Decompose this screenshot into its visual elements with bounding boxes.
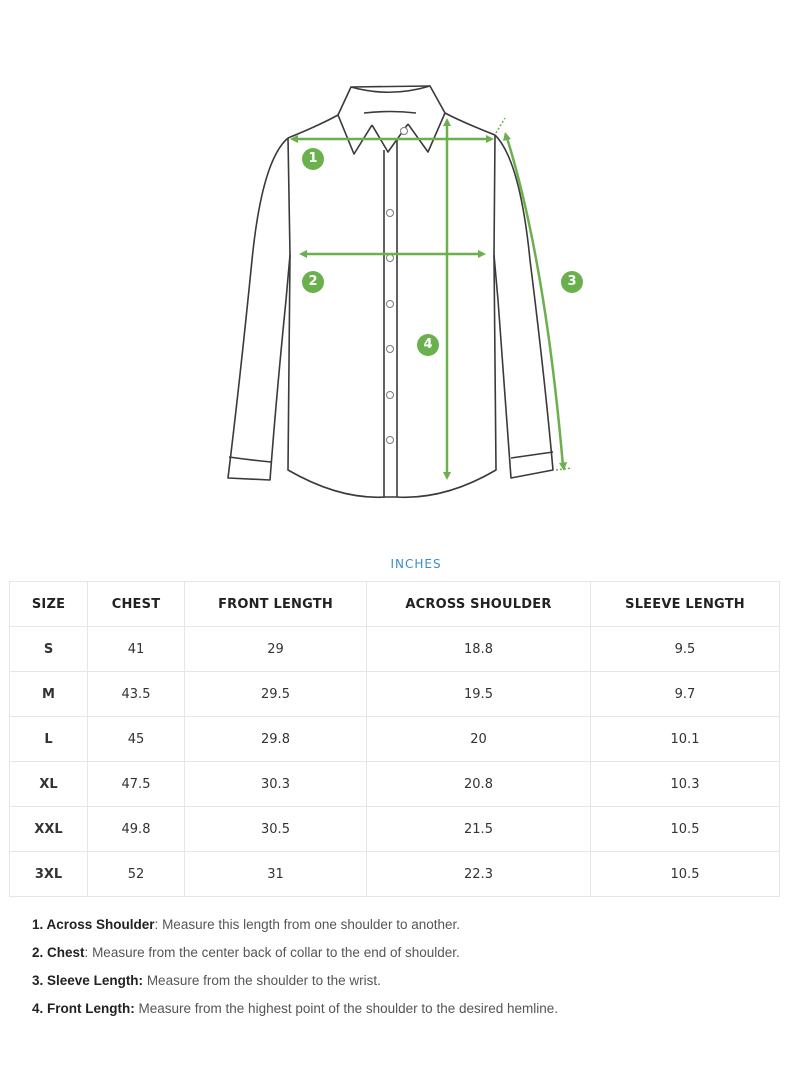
note-term: Front Length: bbox=[47, 1001, 135, 1016]
badge-1-icon: 1 bbox=[302, 148, 324, 170]
size-chart-table bbox=[9, 581, 780, 897]
sleeve-length-cell: 10.5 bbox=[591, 852, 780, 897]
table-row bbox=[10, 627, 780, 672]
size-cell: XXL bbox=[10, 807, 88, 852]
unit-label: INCHES bbox=[390, 557, 442, 571]
note-term: Across Shoulder bbox=[46, 917, 155, 932]
note-text: Measure from the center back of collar to the end of shoulder. bbox=[88, 945, 460, 960]
front-length-cell: 31 bbox=[185, 852, 367, 897]
header-size: SIZE bbox=[10, 582, 88, 627]
note-across-shoulder bbox=[32, 915, 558, 943]
note-text: Measure from the shoulder to the wrist. bbox=[143, 973, 381, 988]
badge-3-icon: 3 bbox=[561, 271, 583, 293]
note-number: 4. bbox=[32, 1001, 44, 1016]
note-front-length bbox=[32, 999, 558, 1027]
chest-cell: 52 bbox=[88, 852, 185, 897]
note-text: Measure from the highest point of the shoulder to the desired hemline. bbox=[134, 1001, 559, 1016]
header-front-length: FRONT LENGTH bbox=[185, 582, 367, 627]
size-cell: M bbox=[10, 672, 88, 717]
note-term: Sleeve Length: bbox=[47, 973, 144, 988]
note-chest bbox=[32, 943, 558, 971]
size-cell: 3XL bbox=[10, 852, 88, 897]
table-row bbox=[10, 807, 780, 852]
note-separator: : bbox=[154, 917, 159, 932]
chest-cell: 45 bbox=[88, 717, 185, 762]
table-header-row bbox=[10, 582, 780, 627]
across-shoulder-cell: 19.5 bbox=[367, 672, 591, 717]
sleeve-length-cell: 9.5 bbox=[591, 627, 780, 672]
header-chest: CHEST bbox=[88, 582, 185, 627]
chest-cell: 43.5 bbox=[88, 672, 185, 717]
across-shoulder-cell: 22.3 bbox=[367, 852, 591, 897]
sleeve-length-cell: 9.7 bbox=[591, 672, 780, 717]
header-sleeve-length: SLEEVE LENGTH bbox=[591, 582, 780, 627]
sleeve-length-cell: 10.3 bbox=[591, 762, 780, 807]
across-shoulder-cell: 20.8 bbox=[367, 762, 591, 807]
across-shoulder-cell: 18.8 bbox=[367, 627, 591, 672]
note-separator: : bbox=[84, 945, 89, 960]
note-number: 2. bbox=[32, 945, 44, 960]
chest-cell: 47.5 bbox=[88, 762, 185, 807]
front-length-cell: 30.3 bbox=[185, 762, 367, 807]
front-length-cell: 29.5 bbox=[185, 672, 367, 717]
sleeve-length-cell: 10.1 bbox=[591, 717, 780, 762]
measurement-notes bbox=[32, 915, 558, 1027]
chest-cell: 49.8 bbox=[88, 807, 185, 852]
front-length-cell: 30.5 bbox=[185, 807, 367, 852]
size-cell: XL bbox=[10, 762, 88, 807]
across-shoulder-cell: 20 bbox=[367, 717, 591, 762]
chest-cell: 41 bbox=[88, 627, 185, 672]
note-term: Chest bbox=[47, 945, 85, 960]
note-number: 3. bbox=[32, 973, 44, 988]
size-cell: S bbox=[10, 627, 88, 672]
note-number: 1. bbox=[32, 917, 44, 932]
table-row bbox=[10, 672, 780, 717]
size-cell: L bbox=[10, 717, 88, 762]
badge-4-icon: 4 bbox=[417, 334, 439, 356]
table-row bbox=[10, 852, 780, 897]
table-row bbox=[10, 717, 780, 762]
front-length-cell: 29 bbox=[185, 627, 367, 672]
note-sleeve-length bbox=[32, 971, 558, 999]
sleeve-length-cell: 10.5 bbox=[591, 807, 780, 852]
table-row bbox=[10, 762, 780, 807]
across-shoulder-cell: 21.5 bbox=[367, 807, 591, 852]
badge-2-icon: 2 bbox=[302, 271, 324, 293]
header-across-shoulder: ACROSS SHOULDER bbox=[367, 582, 591, 627]
note-text: Measure this length from one shoulder to another. bbox=[158, 917, 460, 932]
front-length-cell: 29.8 bbox=[185, 717, 367, 762]
